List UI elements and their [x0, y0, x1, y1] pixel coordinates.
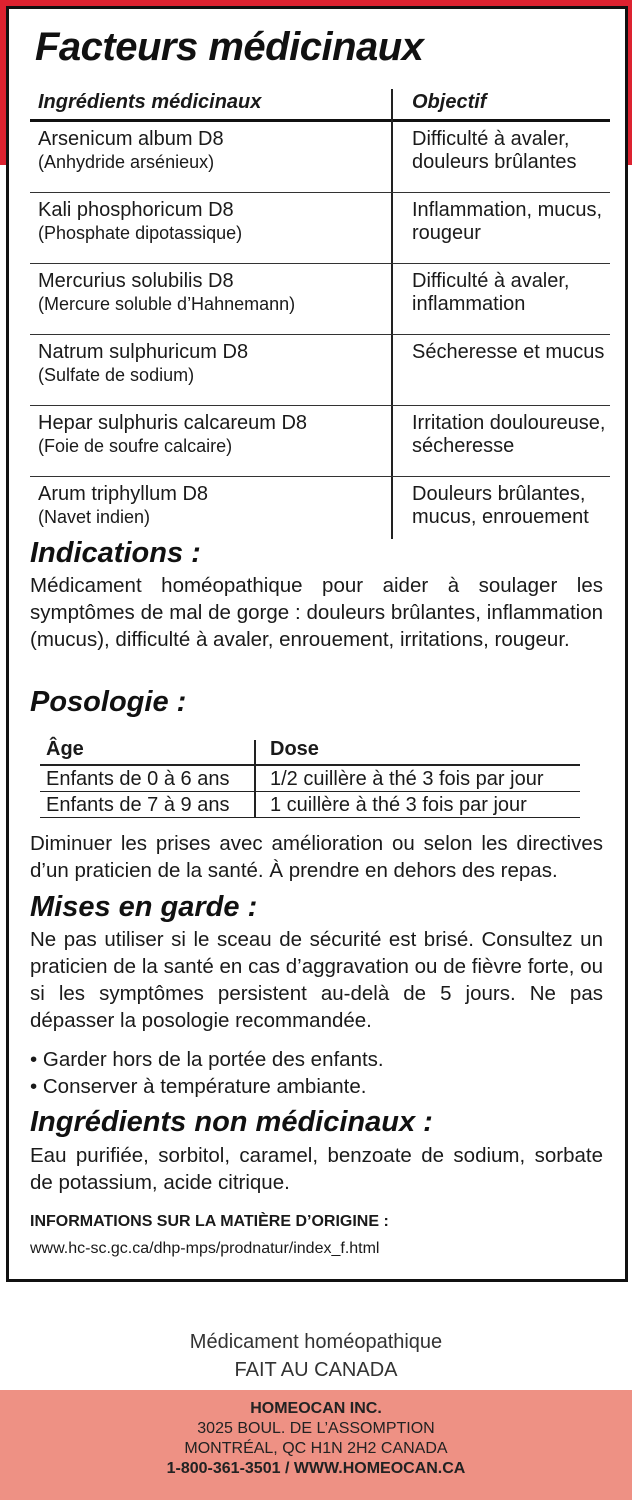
dosage-dose: 1 cuillère à thé 3 fois par jour [270, 794, 527, 816]
company-address-line: MONTRÉAL, QC H1N 2H2 CANADA [184, 1440, 448, 1457]
ingredient-common-name: (Phosphate dipotassique) [38, 223, 243, 243]
company-name: HOMEOCAN INC. [250, 1400, 382, 1417]
dosage-row [40, 792, 580, 818]
ingredient-common-name: (Anhydride arsénieux) [38, 152, 215, 172]
ingredient-common-name: (Mercure soluble d’Hahnemann) [38, 294, 296, 314]
ingredient-name: Kali phosphoricum D8 [38, 199, 234, 221]
product-type-footer [0, 1328, 632, 1384]
ingredients-table-header [30, 87, 610, 122]
product-type: Médicament homéopathique [189, 1331, 443, 1353]
ingredient-row [30, 335, 610, 406]
ingredient-common-name: (Sulfate de sodium) [38, 365, 195, 385]
ingredient-name: Hepar sulphuris calcareum D8 [38, 412, 308, 434]
dosage-dose: 1/2 cuillère à thé 3 fois par jour [270, 768, 544, 790]
ingredient-purpose: Inflammation, mucus, [412, 199, 603, 221]
origin-label: INFORMATIONS SUR LA MATIÈRE D’ORIGINE : [30, 1213, 389, 1230]
non-medicinal-text: Eau purifiée, sorbitol, caramel, benzoate de sodium, sorbate de potassium, acide citrique. [30, 1144, 603, 1194]
list-item: • Garder hors de la portée des enfants. [30, 1048, 384, 1071]
ingredient-row [30, 122, 610, 193]
ingredient-purpose: Irritation douloureuse, [412, 412, 606, 434]
ingredient-name: Natrum sulphuricum D8 [38, 341, 249, 363]
ingredient-purpose: Sécheresse et mucus [412, 341, 605, 363]
dosage-age: Enfants de 7 à 9 ans [46, 794, 230, 816]
ingredient-common-name: (Navet indien) [38, 507, 151, 527]
list-item: • Conserver à température ambiante. [30, 1075, 367, 1098]
ingredient-row [30, 264, 610, 335]
indications-text: Médicament homéopathique pour aider à soulager les symptômes de mal de gorge : douleurs brûlantes, inflammation (mucus), difficulté à avaler, enrouement, irritations, rougeur. [30, 574, 603, 651]
ingredient-purpose: mucus, enrouement [412, 506, 589, 528]
ingredient-purpose: inflammation [412, 293, 526, 315]
origin-url: www.hc-sc.gc.ca/dhp-mps/prodnatur/index_f.html [30, 1240, 380, 1257]
posologie-note: Diminuer les prises avec amélioration ou selon les directives d’un praticien de la santé. À prendre en dehors des repas. [30, 832, 603, 882]
dosage-age: Enfants de 0 à 6 ans [46, 768, 230, 790]
company-address-line: 3025 BOUL. DE L’ASSOMPTION [197, 1420, 435, 1437]
ingredient-purpose: rougeur [412, 222, 481, 244]
non-medicinal-heading: Ingrédients non médicinaux : [30, 1106, 433, 1138]
warnings-heading: Mises en garde : [30, 891, 258, 923]
page-title: Facteurs médicinaux [35, 25, 424, 69]
warnings-bullet-list [30, 1046, 600, 1100]
posologie-heading: Posologie : [30, 686, 187, 718]
made-in-canada: FAIT AU CANADA [234, 1359, 398, 1381]
ingredient-name: Arsenicum album D8 [38, 128, 224, 150]
ingredient-name: Mercurius solubilis D8 [38, 270, 234, 292]
ingredient-purpose: douleurs brûlantes [412, 151, 577, 173]
ingredient-name: Arum triphyllum D8 [38, 483, 209, 505]
dosage-column-divider [254, 740, 256, 818]
dose-column-header: Dose [270, 738, 319, 760]
ingredient-row [30, 406, 610, 477]
ingredient-purpose: Difficulté à avaler, [412, 270, 570, 292]
dosage-table-header [40, 736, 580, 766]
warnings-text: Ne pas utiliser si le sceau de sécurité est brisé. Consultez un praticien de la santé en cas d’aggravation ou de fièvre forte, ou si les symptômes persistent au-delà de 5 jours. Ne pas dépasser la posologie recommandée. [30, 928, 603, 1032]
ingredient-purpose: Douleurs brûlantes, [412, 483, 586, 505]
dosage-table [40, 736, 580, 818]
ingredient-purpose: sécheresse [412, 435, 515, 457]
company-info [0, 1399, 632, 1479]
purpose-column-header: Objectif [412, 91, 487, 113]
ingredient-column-header: Ingrédients médicinaux [38, 91, 262, 113]
indications-heading: Indications : [30, 537, 201, 569]
company-contact: 1-800-361-3501 / WWW.HOMEOCAN.CA [166, 1460, 466, 1477]
age-column-header: Âge [46, 738, 84, 760]
ingredient-row [30, 193, 610, 264]
ingredient-common-name: (Foie de soufre calcaire) [38, 436, 233, 456]
dosage-row [40, 766, 580, 792]
ingredient-purpose: Difficulté à avaler, [412, 128, 570, 150]
